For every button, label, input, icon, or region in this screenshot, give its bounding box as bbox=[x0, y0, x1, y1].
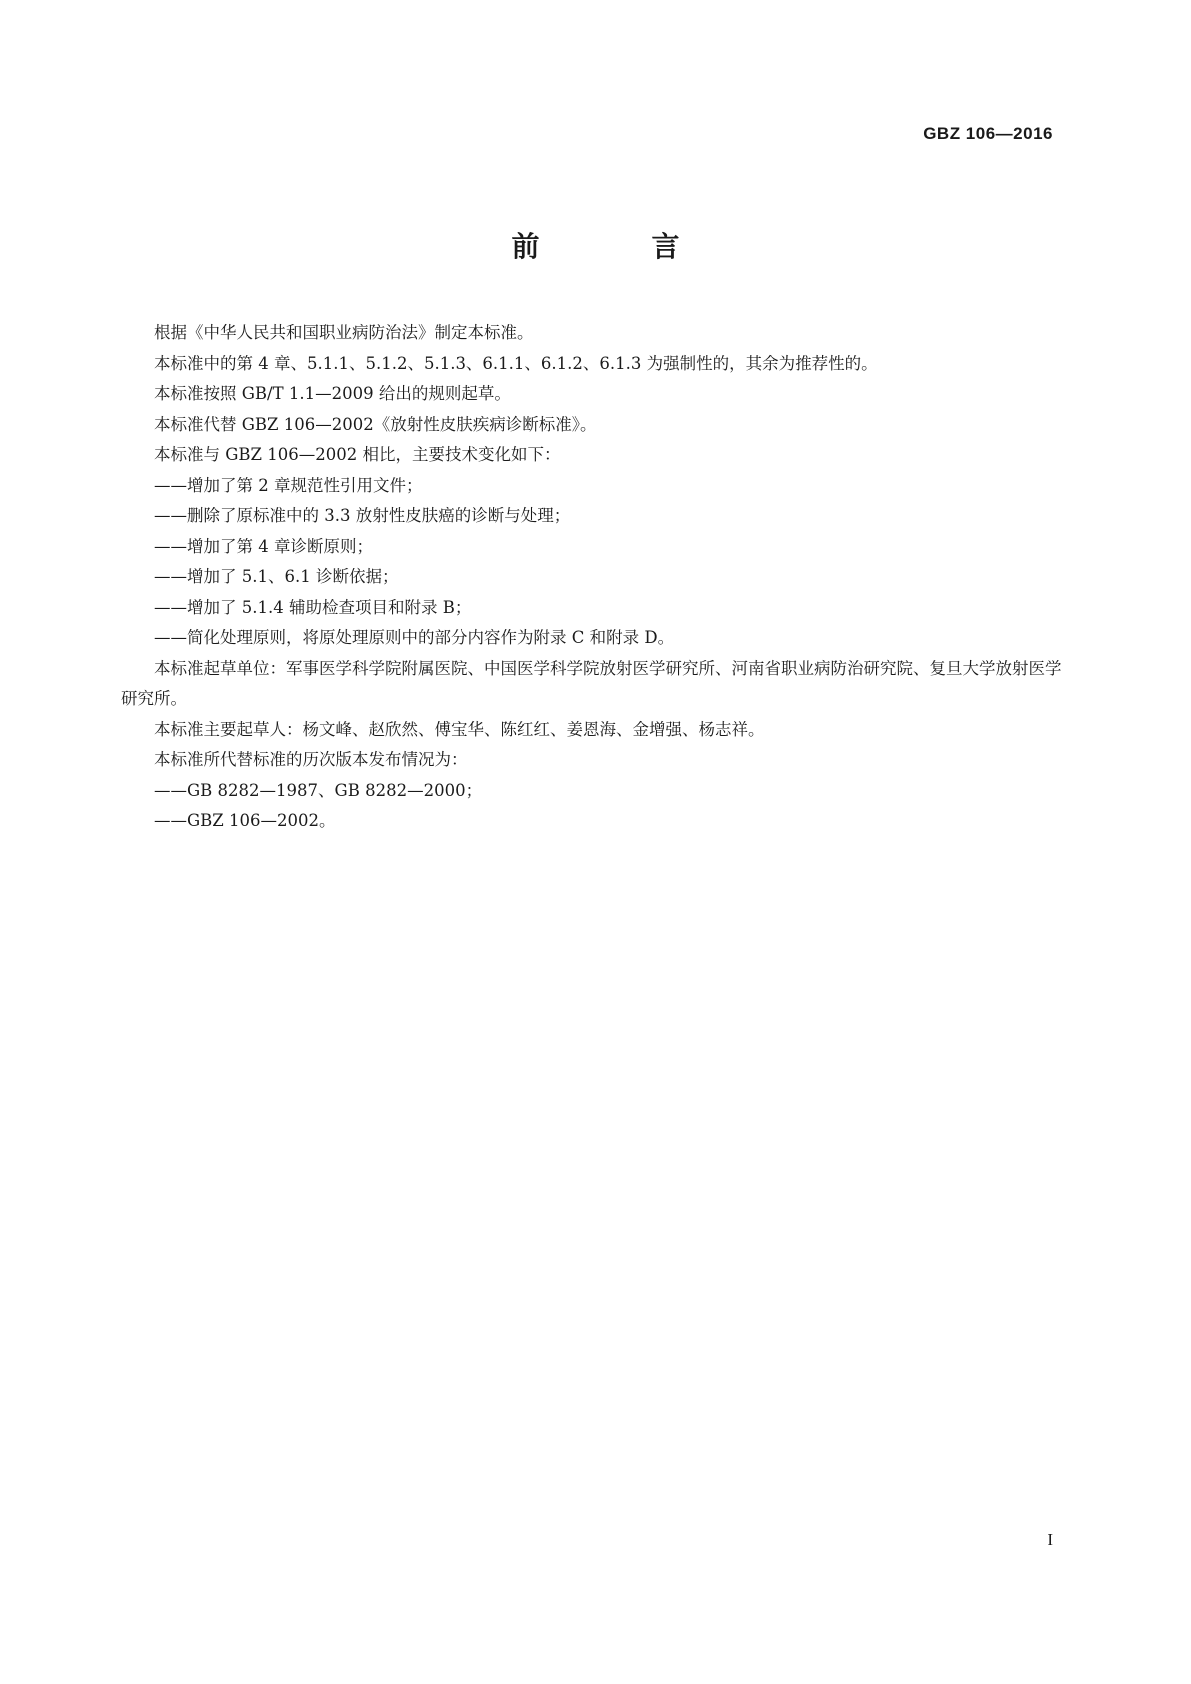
page-title: 前 言 bbox=[511, 230, 722, 263]
paragraph: 本标准代替 GBZ 106—2002《放射性皮肤疾病诊断标准》。 bbox=[154, 414, 597, 434]
list-item: ——增加了 5.1.4 辅助检查项目和附录 B； bbox=[154, 597, 472, 617]
paragraph: 本标准按照 GB/T 1.1—2009 给出的规则起草。 bbox=[154, 384, 511, 403]
list-item: ——简化处理原则，将原处理原则中的部分内容作为附录 C 和附录 D。 bbox=[154, 628, 675, 647]
list-item: ——增加了 5.1、6.1 诊断依据； bbox=[154, 567, 399, 586]
standard-code: GBZ 106—2016 bbox=[923, 124, 1053, 143]
foreword-body bbox=[121, 318, 1071, 837]
paragraph: 根据《中华人民共和国职业病防治法》制定本标准。 bbox=[154, 323, 534, 342]
page-number: I bbox=[1047, 1530, 1053, 1549]
paragraph: 本标准中的第 4 章、5.1.1、5.1.2、5.1.3、6.1.1、6.1.2、6.1.3 为强制性的，其余为推荐性的。 bbox=[154, 353, 878, 373]
paragraph: 本标准起草单位：军事医学科学院附属医院、中国医学科学院放射医学研究所、河南省职业病防治研究院、复旦大学放射医学研究所。 bbox=[121, 658, 1062, 708]
list-item: ——GB 8282—1987、GB 8282—2000； bbox=[154, 780, 483, 800]
list-item: ——增加了第 4 章诊断原则； bbox=[154, 536, 373, 556]
list-item: ——GBZ 106—2002。 bbox=[154, 811, 336, 830]
list-item: ——增加了第 2 章规范性引用文件； bbox=[154, 475, 423, 495]
paragraph: 本标准所代替标准的历次版本发布情况为： bbox=[154, 750, 468, 769]
list-item: ——删除了原标准中的 3.3 放射性皮肤癌的诊断与处理； bbox=[154, 506, 571, 525]
paragraph: 本标准主要起草人：杨文峰、赵欣然、傅宝华、陈红红、姜恩海、金增强、杨志祥。 bbox=[154, 719, 765, 739]
paragraph: 本标准与 GBZ 106—2002 相比，主要技术变化如下： bbox=[154, 445, 561, 464]
